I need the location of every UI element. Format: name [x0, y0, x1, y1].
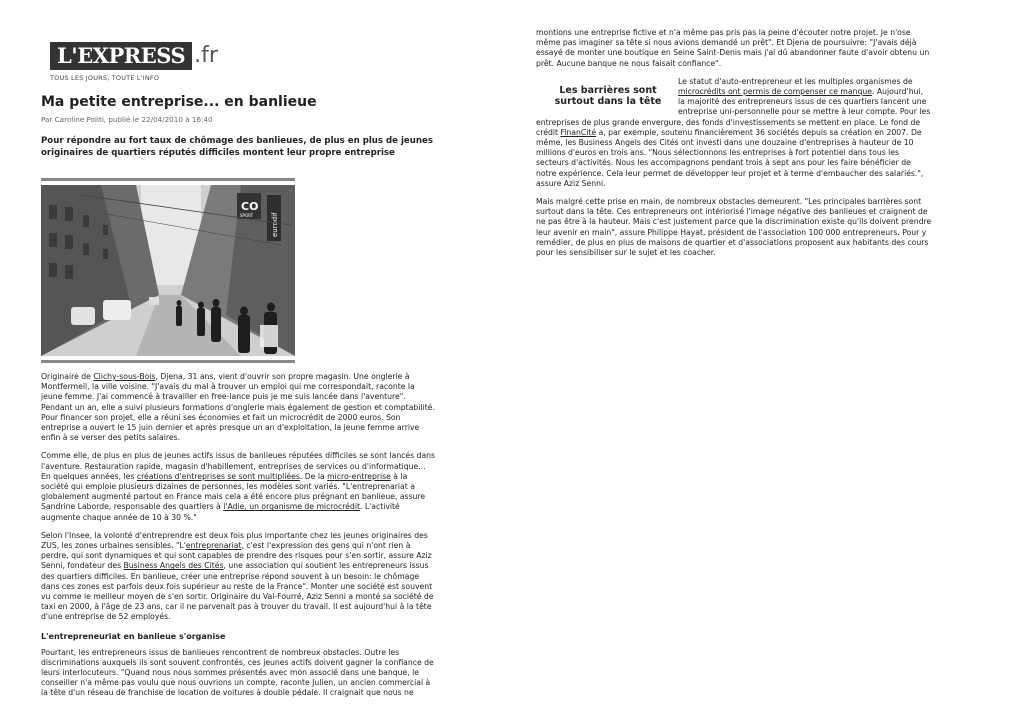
paragraph-3: Selon l'Insee, la volonté d'entreprendre est deux fois plus importante chez les jeunes originaires des ZUS, les zones urbaines sensibles. "L'entreprenariat, c'est l'expression des gens qui n'ont rien à perdre, qui sont dynamiques et qui sont capables de prendre des risques pour s'en sortir, assure Aziz Senni, fondateur des Business Angels des Cités, une association qui soutient les entrepreneurs issus des quartiers difficiles. En banlieue, créer une entreprise répond souvent à un besoin: le chômage dans ces zones est parfois deux fois supérieur au reste de la France". Monter une société est souvent vu comme le meilleur moyen de s'en sortir. Originaire du Val-Fourré, Aziz Senni a monté sa société de taxi en 2000, à l'âge de 23 ans, car il ne parvenait pas à trouver du travail. Il est aujourd'hui à la tête d'une entreprise de 52 employés.: [41, 530, 434, 622]
shop-sign-sport: SPORT: [240, 213, 254, 218]
shop-sign-eurodif: eurodif: [271, 212, 279, 237]
street-photo: [41, 185, 295, 356]
link-creations[interactable]: créations d'entreprises se sont multipliées: [136, 471, 300, 481]
photo-block: [41, 178, 295, 363]
sidebar-title: Les barrières sont surtout dans la tête: [554, 84, 662, 107]
left-column: [41, 40, 437, 707]
paragraph-5: montions une entreprise fictive et n'a même pas pris pas la peine d'écouter notre projet. Je n'ose même pas imaginer sa tête si nous avions demandé un prêt". Et Djena de poursuivre: "J'avais déjà essayé de monter une boutique en Seine Saint-Denis mais j'ai dû abandonner faute d'avoir obtenu un prêt. Aucune banque ne nous faisait confiance".: [536, 28, 930, 68]
link-financite[interactable]: FinanCité: [560, 127, 597, 137]
paragraph-6: Le statut d'auto-entrepreneur et les multiples organismes de microcrédits ont permis de compenser ce manque. Aujourd'hui, la majorité des entrepreneurs issus de ces quartiers lancent une entreprise uni-personnelle pour se mettre à leur compte. Pour les entreprises de plus grande envergure, des fonds d'investissements se mettent en place. Le fond de crédit FinanCité a, par exemple, soutenu financièrement 36 sociétés depuis sa création en 2007. De même, les Business Angels des Cités ont investi dans une douzaine d'entreprises à hauteur de 10 millions d'euros en trois ans. "Nous sélectionnons les entreprises à fort potentiel dans tous les secteurs d'activités. Nous les accompagnons pendant trois à sept ans pour les faire bénéficier de notre expérience. Cela leur permet de développer leur projet et à terme d'embaucher des salariés.", assure Aziz Senni.: [536, 76, 931, 188]
link-entreprenariat[interactable]: entreprenariat: [185, 541, 242, 551]
byline: Par Caroline Politi, publié le 22/04/2010 à 16:40: [41, 115, 213, 124]
logo-main: L'EXPRESS: [50, 42, 192, 70]
link-microcredits[interactable]: microcrédits ont permis de compenser ce manque: [678, 87, 872, 97]
subheading: L'entrepreneuriat en banlieue s'organise: [41, 631, 226, 641]
paragraph-2: Comme elle, de plus en plus de jeunes actifs issus de banlieues réputées difficiles se sont lancés dans l'aventure. Restauration rapide, magasin d'habillement, entreprises de services ou d'informatique... En quelques années, les créations d'entreprises se sont multipliées. De la micro-entreprise à la société qui emploie plusieurs dizaines de personnes, les modèles sont variés. "L'entreprenariat a globalement augmenté partout en France mais cela a été encore plus prégnant en banlieue, assure Sandrine Laborde, responsable des quartiers à l'Adie, un organisme de microcrédit. L'activité augmente chaque année de 10 à 30 %.": [41, 451, 436, 522]
paragraph-1: Originaire de Clichy-sous-Bois, Djena, 31 ans, vient d'ouvrir son propre magasin. Une onglerie à Montfermeil, la ville voisine. "J'avais du mal à trouver un emploi qui me correspondait, raconte la jeune femme. J'ai commencé à travailler en free-lance puis je me suis lancée dans l'aventure". Pendant un an, elle a suivi plusieurs formations d'onglerie mais également de gestion et comptabilité. Pour financer son projet, elle a réuni ses économies et fait un microcrédit de 2000 euros. Son entreprise a ouvert le 15 juin dernier et après presque un an d'exploitation, la jeune femme arrive enfin à se verser des petits salaires.: [41, 372, 435, 443]
article-title: Ma petite entreprise... en banlieue: [41, 94, 317, 110]
link-clichy[interactable]: Clichy-sous-Bois: [93, 372, 156, 381]
tagline: TOUS LES JOURS, TOUTE L'INFO: [50, 74, 160, 82]
link-business-angels[interactable]: Business Angels des Cités: [123, 561, 224, 571]
photo-bottom-rule: [41, 360, 295, 363]
right-column: [536, 28, 932, 266]
paragraph-4: Pourtant, les entrepreneurs issus de banlieues rencontrent de nombreux obstacles. Outre les discriminations auxquels ils sont souvent confrontés, ces jeunes actifs doivent gagner la confiance de leurs interlocuteurs. "Quand nous nous sommes présentés avec mon associé dans une banque, le conseiller n'a même pas voulu que nous ouvrions un compte, raconte Julien, un ancien commercial à la tête d'un réseau de franchise de location de voitures à double pédale. Il craignait que nous ne: [41, 647, 434, 698]
photo-top-rule: [41, 178, 295, 181]
link-micro-entreprise[interactable]: micro-entreprise: [327, 471, 391, 481]
lexpress-logo[interactable]: [50, 40, 437, 70]
shop-sign-co: CO: [241, 200, 259, 213]
link-adie[interactable]: l'Adie, un organisme de microcrédit: [223, 502, 360, 512]
logo-suffix: .fr: [194, 43, 218, 68]
paragraph-7: Mais malgré cette prise en main, de nombreux obstacles demeurent. "Les principales barrières sont surtout dans la tête. Ces entrepreneurs ont intériorisé l'image négative des banlieues et craignent de ne pas être à la hauteur. Mais c'est justement parce que la discrimination existe qu'ils doivent prendre leur avenir en main", assure Philippe Hayat, président de l'association 100 000 entrepreneurs. Pour y remédier, de plus en plus de maisons de quartier et d'associations proposent aux habitants des cours pour les sensibiliser sur le sujet et les coacher.: [536, 197, 932, 258]
article-lead: Pour répondre au fort taux de chômage des banlieues, de plus en plus de jeunes originaires de quartiers réputés difficiles montent leur propre entreprise: [41, 136, 433, 158]
